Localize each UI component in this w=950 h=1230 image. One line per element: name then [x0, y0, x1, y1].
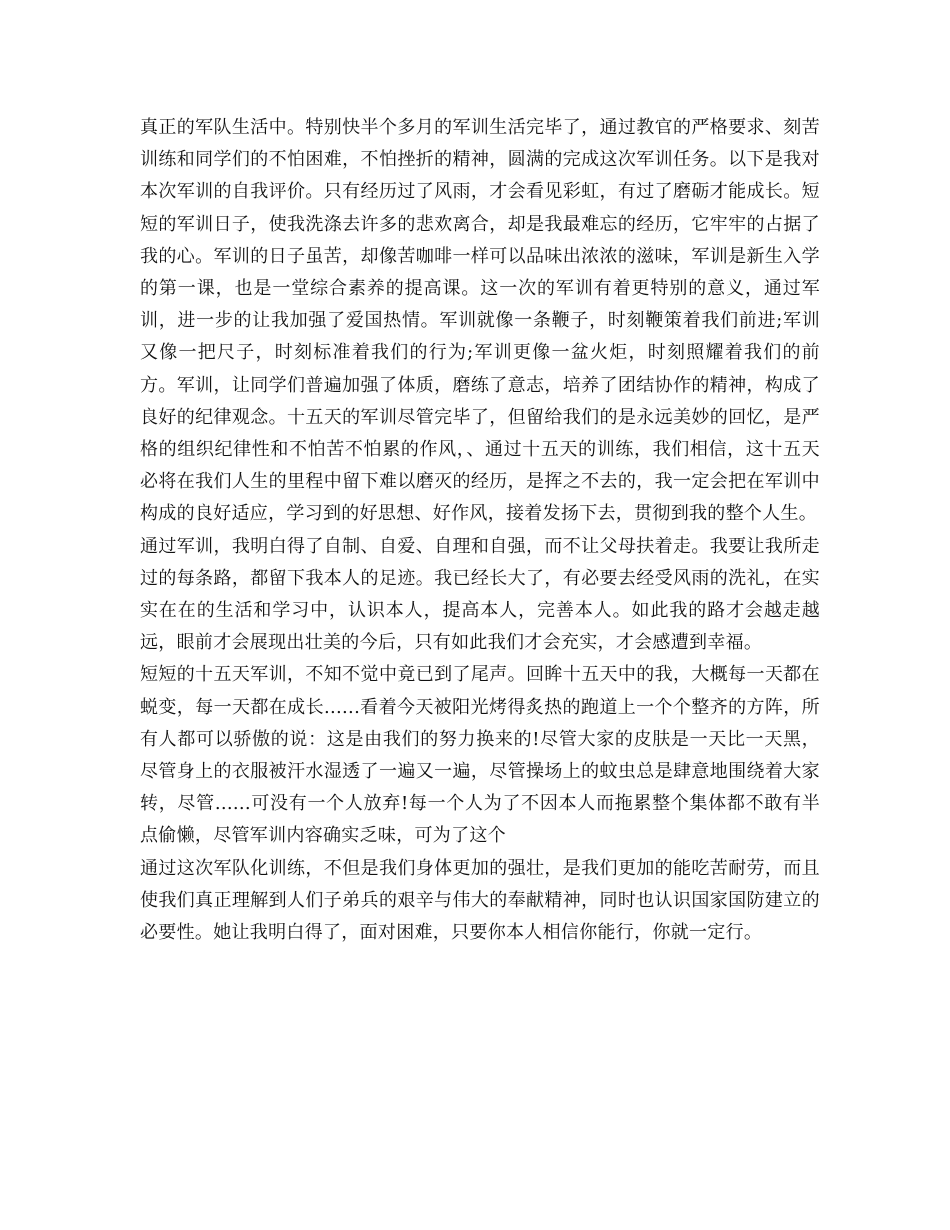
document-body	[140, 112, 820, 949]
paragraph-3: 短短的十五天军训，不知不觉中竟已到了尾声。回眸十五天中的我，大概每一天都在蜕变，每一天都在成长......看着今天被阳光烤得炙热的跑道上一个个整齐的方阵，所有人都可以骄傲的说：这是由我们的努力换来的!尽管大家的皮肤是一天比一天黑，尽管身上的衣服被汗水湿透了一遍又一遍，尽管操场上的蚊虫总是肆意地围绕着大家转，尽管......可没有一个人放弃!每一个人为了不因本人而拖累整个集体都不敢有半点偷懒，尽管军训内容确实乏味，可为了这个	[140, 664, 820, 847]
paragraph-1: 真正的军队生活中。特别快半个多月的军训生活完毕了，通过教官的严格要求、刻苦训练和同学们的不怕困难，不怕挫折的精神，圆满的完成这次军训任务。以下是我对本次军训的自我评价。只有经历过了风雨，才会看见彩虹，有过了磨砺才能成长。短短的军训日子，使我洗涤去许多的悲欢离合，却是我最难忘的经历，它牢牢的占据了我的心。军训的日子虽苦，却像苦咖啡一样可以品味出浓浓的滋味，军训是新生入学的第一课，也是一堂综合素养的提高课。这一次的军训有着更特别的意义，通过军训，进一步的让我加强了爱国热情。军训就像一条鞭子，时刻鞭策着我们前进;军训又像一把尺子，时刻标准着我们的行为;军训更像一盆火炬，时刻照耀着我们的前方。军训，让同学们普遍加强了体质，磨练了意志，培养了团结协作的精神，构成了良好的纪律观念。十五天的军训尽管完毕了，但留给我们的是永远美妙的回忆，是严格的组织纪律性和不怕苦不怕累的作风，、通过十五天的训练，我们相信，这十五天必将在我们人生的里程中留下难以磨灭的经历，是挥之不去的，我一定会把在军训中构成的良好适应，学习到的好思想、好作风，接着发扬下去，贯彻到我的整个人生。	[140, 117, 820, 525]
paragraph-2: 通过军训，我明白得了自制、自爱、自理和自强，而不让父母扶着走。我要让我所走过的每条路，都留下我本人的足迹。我已经长大了，有必要去经受风雨的洗礼，在实实在在的生活和学习中，认识本人，提高本人，完善本人。如此我的路才会越走越远，眼前才会展现出壮美的今后，只有如此我们才会充实，才会感遭到幸福。	[140, 535, 820, 654]
paragraph-4: 通过这次军队化训练，不但是我们身体更加的强壮，是我们更加的能吃苦耐劳，而且使我们真正理解到人们子弟兵的艰辛与伟大的奉献精神，同时也认识国家国防建立的必要性。她让我明白得了，面对困难，只要你本人相信你能行，你就一定行。	[140, 857, 820, 944]
